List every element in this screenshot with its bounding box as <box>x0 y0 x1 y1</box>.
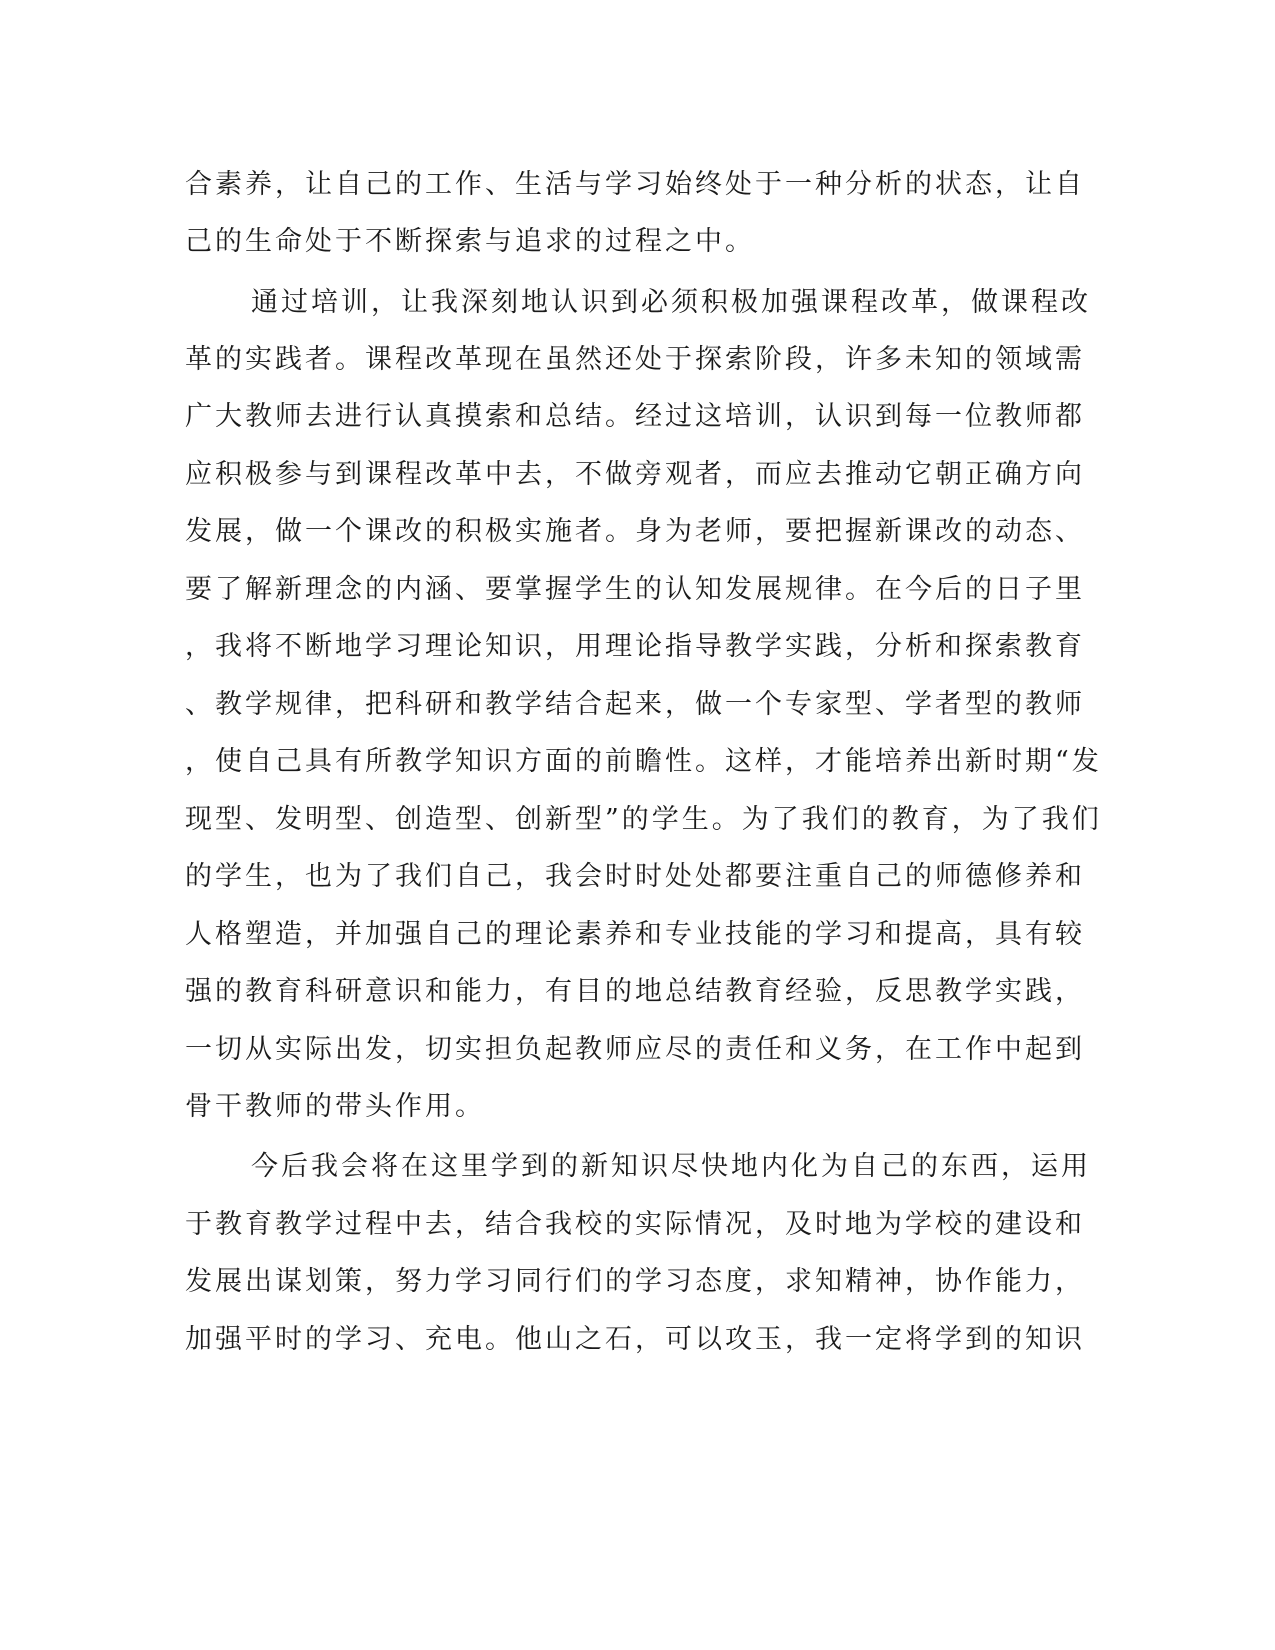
text-line: 合素养，让自己的工作、生活与学习始终处于一种分析的状态，让自 <box>185 169 1085 200</box>
text-line: 一切从实际出发，切实担负起教师应尽的责任和义务，在工作中起到 <box>185 1034 1085 1065</box>
text-line: 发展，做一个课改的积极实施者。身为老师，要把握新课改的动态、 <box>185 516 1085 547</box>
paragraph-start-line: 今后我会将在这里学到的新知识尽快地内化为自己的东西，运用 <box>251 1151 1091 1182</box>
text-line: 发展出谋划策，努力学习同行们的学习态度，求知精神，协作能力， <box>185 1266 1085 1297</box>
text-line: 要了解新理念的内涵、要掌握学生的认知发展规律。在今后的日子里 <box>185 574 1085 605</box>
text-line: 的学生，也为了我们自己，我会时时处处都要注重自己的师德修养和 <box>185 861 1085 892</box>
text-line: 于教育教学过程中去，结合我校的实际情况，及时地为学校的建设和 <box>185 1209 1085 1240</box>
text-line: 骨干教师的带头作用。 <box>185 1091 485 1122</box>
text-line: 革的实践者。课程改革现在虽然还处于探索阶段，许多未知的领域需 <box>185 344 1085 375</box>
text-line: 加强平时的学习、充电。他山之石，可以攻玉，我一定将学到的知识 <box>185 1324 1085 1355</box>
text-line: 己的生命处于不断探索与追求的过程之中。 <box>185 226 755 257</box>
text-line: ，我将不断地学习理论知识，用理论指导教学实践，分析和探索教育 <box>185 631 1085 662</box>
text-line: ，使自己具有所教学知识方面的前瞻性。这样，才能培养出新时期“发 <box>185 746 1102 777</box>
paragraph-start-line: 通过培训，让我深刻地认识到必须积极加强课程改革，做课程改 <box>251 287 1091 318</box>
text-line: 广大教师去进行认真摸索和总结。经过这培训，认识到每一位教师都 <box>185 401 1085 432</box>
text-line: 应积极参与到课程改革中去，不做旁观者，而应去推动它朝正确方向 <box>185 459 1085 490</box>
text-line: 、教学规律，把科研和教学结合起来，做一个专家型、学者型的教师 <box>185 689 1085 720</box>
text-line: 强的教育科研意识和能力，有目的地总结教育经验，反思教学实践， <box>185 976 1085 1007</box>
text-line: 人格塑造，并加强自己的理论素养和专业技能的学习和提高，具有较 <box>185 919 1085 950</box>
text-line: 现型、发明型、创造型、创新型”的学生。为了我们的教育，为了我们 <box>185 804 1102 835</box>
